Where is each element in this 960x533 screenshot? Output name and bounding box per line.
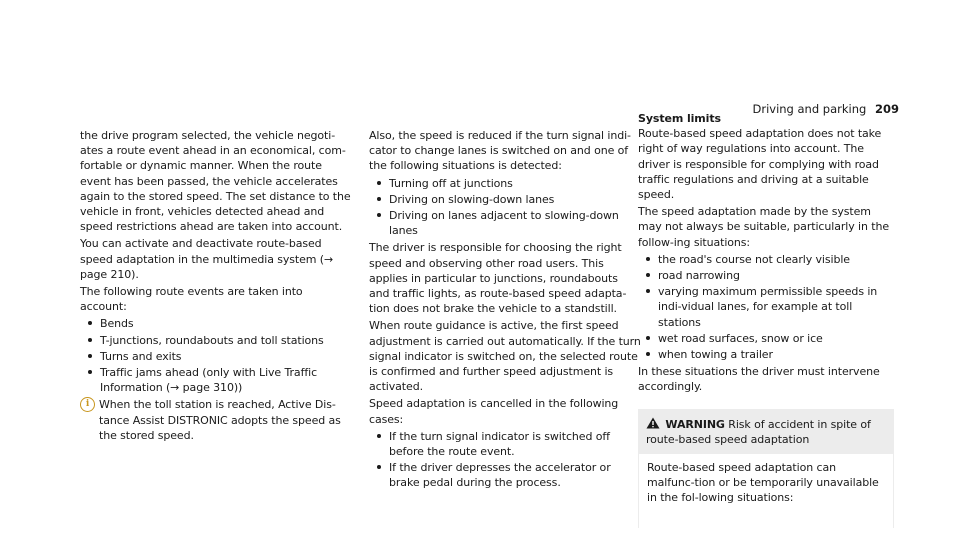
list-item: Turns and exits — [88, 349, 352, 364]
list-item: Driving on lanes adjacent to slowing-down lanes — [377, 208, 641, 238]
situations-list — [369, 176, 641, 239]
paragraph: When route guidance is active, the first speed adjustment is carried out automatically. If the turn signal indicator is switched on, the selected route is confirmed and further speed adjustment is activated. — [369, 319, 641, 394]
paragraph: The following route events are taken into account: — [80, 285, 303, 314]
warning-header — [638, 409, 894, 454]
column-1 — [80, 128, 352, 443]
column-2 — [369, 128, 641, 493]
list-item: when towing a trailer — [646, 347, 896, 362]
list-item: Turning off at junctions — [377, 176, 641, 191]
paragraph: You can activate and deactivate route-based speed adaptation in the multimedia system (→ page 210). — [80, 237, 334, 281]
warning-subtitle: Risk of accident in spite of route-based speed adaptation — [646, 417, 871, 446]
warning-box — [638, 409, 894, 528]
note-text: When the toll station is reached, Active Dis-tance Assist DISTRONIC adopts the speed as the stored speed. — [99, 398, 341, 442]
info-icon: i — [80, 397, 95, 412]
list-item: Traffic jams ahead (only with Live Traffic Information (→ page 310)) — [88, 365, 352, 395]
paragraph: Speed adaptation is cancelled in the following cases: — [369, 397, 619, 426]
list-item: road narrowing — [646, 268, 896, 283]
list-item: the road's course not clearly visible — [646, 252, 896, 267]
paragraph: The driver is responsible for choosing the right speed and observing other road users. This applies in particular to junctions, roundabouts and traffic lights, as route-based speed adapta-tion does not brake the vehicle to a standstill. — [369, 241, 627, 316]
warning-title: WARNING — [665, 417, 725, 431]
warning-body — [638, 454, 894, 528]
list-item: If the turn signal indicator is switched off before the route event. — [377, 429, 641, 459]
section-heading: System limits — [638, 112, 721, 125]
paragraph: the drive program selected, the vehicle negoti-ates a route event ahead in an economical, com-fortable or dynamic manner. When the route event has been passed, the vehicle accelerates again to the stored speed. The set distance to the vehicle in front, vehicles detected ahead and speed restrictions ahead are taken into account. — [80, 129, 351, 234]
list-item: Driving on slowing-down lanes — [377, 192, 641, 207]
route-events-list — [80, 316, 352, 395]
list-item: varying maximum permissible speeds in indi-vidual lanes, for example at toll stations — [646, 284, 896, 330]
list-item: T-junctions, roundabouts and toll stations — [88, 333, 352, 348]
column-3 — [638, 111, 896, 528]
warning-text: Route-based speed adaptation can malfunc-tion or be temporarily unavailable in the fol-lowing situations: — [647, 461, 879, 505]
paragraph: The speed adaptation made by the system may not always be suitable, particularly in the follow-ing situations: — [638, 205, 889, 249]
limits-list — [638, 252, 896, 362]
list-item: Bends — [88, 316, 352, 331]
paragraph: In these situations the driver must intervene accordingly. — [638, 365, 880, 394]
paragraph: Route-based speed adaptation does not take right of way regulations into account. The driver is responsible for complying with road traffic regulations and driving at a suitable speed. — [638, 127, 882, 202]
note — [80, 397, 352, 443]
list-item: If the driver depresses the accelerator or brake pedal during the process. — [377, 460, 641, 490]
cancel-cases-list — [369, 429, 641, 491]
page-number: 209 — [874, 102, 899, 116]
list-item: wet road surfaces, snow or ice — [646, 331, 896, 346]
section-title: Driving and parking — [752, 102, 867, 116]
paragraph: Also, the speed is reduced if the turn signal indi-cator to change lanes is switched on and one of the following situations is detected: — [369, 129, 631, 173]
warning-triangle-icon — [646, 417, 660, 429]
